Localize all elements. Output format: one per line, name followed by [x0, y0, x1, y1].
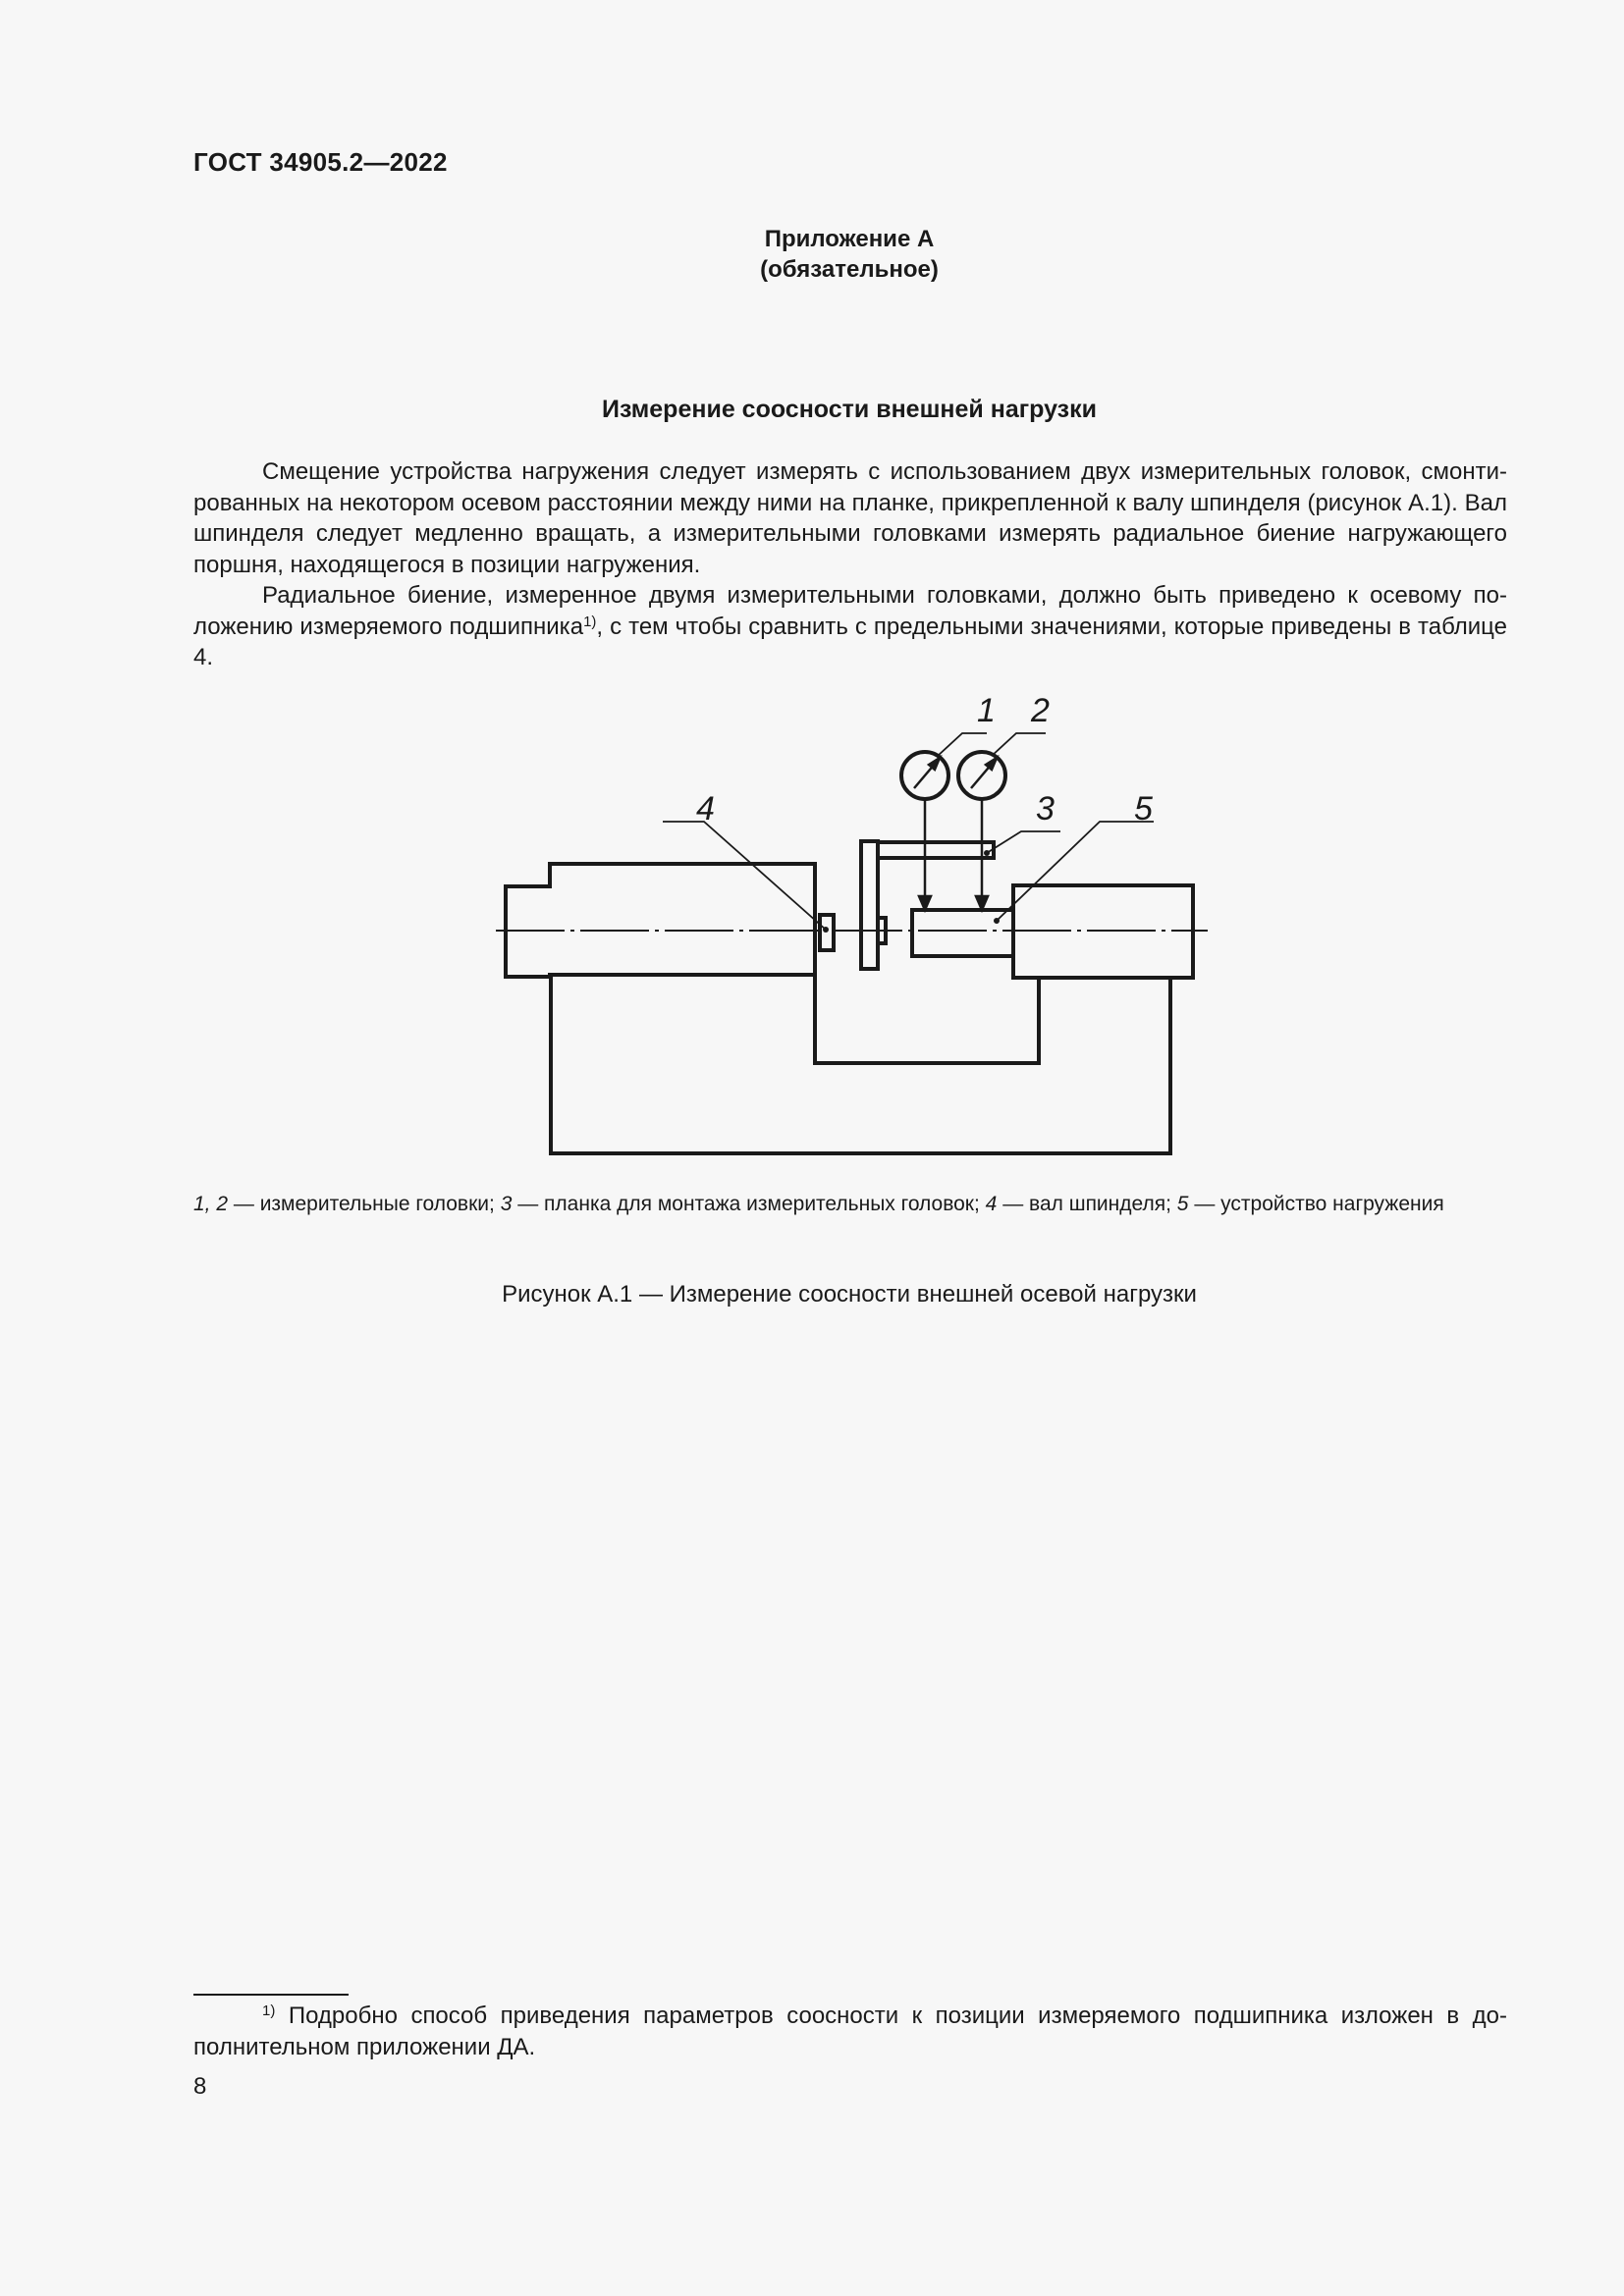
figure-a1: [486, 682, 1232, 1163]
mounting-bar: [878, 842, 994, 858]
legend-key-1-2: 1, 2: [193, 1193, 229, 1215]
leader-4-dot: [823, 927, 829, 933]
footnote-mark: 1): [262, 2002, 276, 2019]
leader-4: [663, 822, 826, 930]
callout-4: 4: [696, 790, 715, 828]
legend-key-3: 3: [500, 1193, 513, 1215]
leader-2: [992, 733, 1046, 756]
leader-3-dot: [984, 850, 990, 856]
callout-5: 5: [1134, 790, 1153, 828]
loading-piston: [912, 910, 1013, 956]
legend-text-3: — планка для монтажа измерительных головок;: [512, 1193, 986, 1215]
body-text: [193, 456, 1507, 673]
callout-3: 3: [1036, 790, 1055, 828]
machine-base: [551, 977, 1170, 1153]
annex-title: Приложение А: [764, 226, 935, 252]
flange-plate: [861, 841, 878, 969]
figure-legend: [193, 1193, 1507, 1216]
annex-status: (обязательное): [760, 256, 939, 283]
footnote-text: Подробно способ приведения параметров соосности к позиции измеряемого подшипника изложен в дополнительном приложении ДА.: [193, 2002, 1507, 2060]
leader-3: [987, 831, 1060, 853]
spindle-housing: [506, 864, 815, 977]
legend-text-1-2: — измерительные головки;: [228, 1193, 501, 1215]
legend-text-4: — вал шпинделя;: [997, 1193, 1177, 1215]
legend-key-5: 5: [1176, 1193, 1189, 1215]
spindle-shaft: [820, 915, 834, 950]
leader-5-dot: [994, 918, 1000, 924]
footnote: [193, 2001, 1507, 2062]
footnote-divider: [193, 1994, 349, 1996]
paragraph-2-text-b: , с тем чтобы сравнить с предельными значениями, которые приведены в таблице 4.: [193, 613, 1507, 670]
gauge-2-stem-tip: [976, 896, 988, 910]
paragraph-2-text-a: Радиальное биение, измеренное двумя измерительными головками, должно быть приведено к осевому положению измеряемого подшипника: [193, 582, 1507, 640]
callout-2: 2: [1031, 692, 1050, 729]
document-header: ГОСТ 34905.2—2022: [193, 147, 448, 177]
section-title: Измерение соосности внешней нагрузки: [602, 396, 1097, 423]
footnote-reference: 1): [583, 613, 597, 630]
annex-heading: [0, 224, 1624, 285]
paragraph-2: [193, 580, 1507, 673]
callout-1: 1: [977, 692, 996, 729]
legend-key-4: 4: [985, 1193, 998, 1215]
figure-caption: Рисунок А.1 — Измерение соосности внешней осевой нагрузки: [502, 1281, 1197, 1308]
footnote-paragraph: [193, 2001, 1507, 2062]
legend-text-5: — устройство нагружения: [1188, 1193, 1444, 1215]
leader-5: [997, 822, 1154, 921]
figure-drawing: [486, 682, 1232, 1163]
gauge-1-stem-tip: [919, 896, 931, 910]
paragraph-1: Смещение устройства нагружения следует измерять с использованием двух измерительных головок, смонтированных на некотором осевом расстоянии между ними на планке, прикрепленной к валу шпинделя (рисунок А.1). Вал шпинделя следует медленно вращать, а измерительными головками измерять радиальное биение нагружающего поршня, находящегося в позиции нагружения.: [193, 458, 1507, 578]
page-number: 8: [193, 2073, 207, 2100]
